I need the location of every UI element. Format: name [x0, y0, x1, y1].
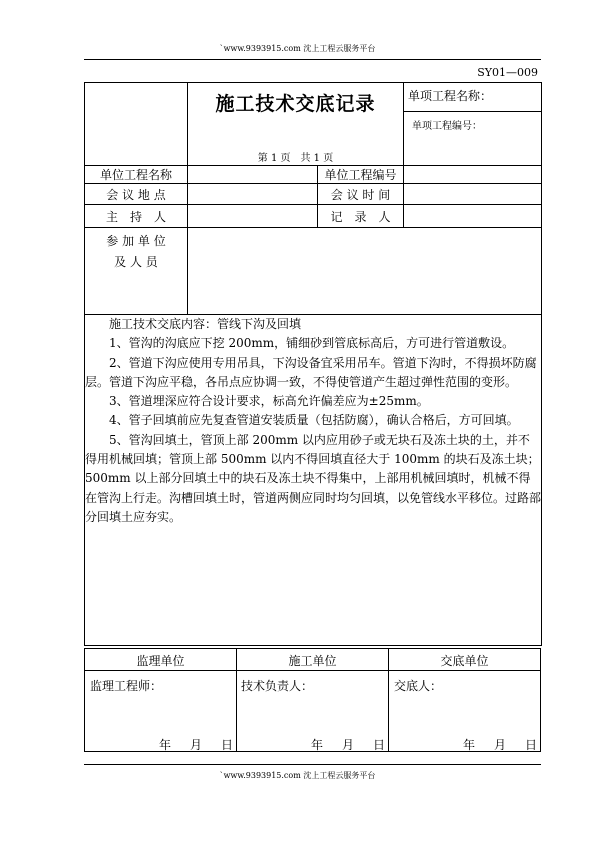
item-divider: [403, 111, 541, 112]
content-cell: [85, 315, 542, 646]
record-title: 施工技术交底记录: [215, 93, 376, 115]
recorder-label: 记 录 人: [318, 205, 404, 228]
blank-cell: [85, 83, 188, 166]
record-table: [84, 82, 542, 646]
technical-lead-label: 技术负责人：: [241, 679, 314, 693]
content-item-2: 2、管道下沟应使用专用吊具，下沟设备宜采用吊车。管道下沟时，不得损坏防腐层。管道下沟应平稳，各吊点应协调一致，不得使管道产生超过弹性范围的变形。: [85, 355, 537, 389]
content-item-5: 5、管沟回填土，管顶上部 200mm 以内应用砂子或无块石及冻土块的土，并不得用机械回填；管顶上部 500mm 以内不得回填直径大于 100mm 的块石及冻土块；500mm 以上部分回填土中的块石及冻土块不得集中，上部用机械回填时，机械不得在管沟上行走。沟槽回填土时，管道两侧应同时均匀回填，以免管线水平移位。过路部分回填土应夯实。: [85, 432, 542, 524]
page-footer: `www.9393915.com 沈上工程云服务平台: [219, 771, 376, 780]
item-name-label: 单项工程名称：: [404, 83, 542, 166]
date-day-2: 日: [373, 738, 386, 752]
date-month-1: 月: [190, 738, 203, 752]
participants-value[interactable]: [188, 228, 542, 315]
participants-label-line1: 参 加 单 位: [106, 234, 166, 248]
disclosure-unit-header: 交底单位: [440, 654, 489, 668]
date-year-3: 年: [463, 738, 476, 752]
title-cell: [188, 83, 404, 166]
content-item-1: 1、管沟的沟底应下挖 200mm，铺细砂到管底标高后，方可进行管道敷设。: [109, 336, 515, 351]
content-item-4: 4、管子回填前应先复查管道安装质量（包括防腐），确认合格后，方可回填。: [109, 413, 519, 428]
supervision-unit-header: 监理单位: [136, 654, 185, 668]
time-label: 会 议 时 间: [318, 184, 404, 205]
document-code: SY01—009: [477, 66, 538, 79]
unit-no-value[interactable]: [404, 166, 542, 184]
participants-label-line2: 及 人 员: [114, 255, 158, 269]
place-label: 会 议 地 点: [85, 184, 188, 205]
unit-no-label: 单位工程编号: [318, 166, 404, 184]
place-value[interactable]: [188, 184, 318, 205]
supervision-engineer-label: 监理工程师：: [90, 679, 163, 693]
participants-label: [85, 228, 188, 315]
date-day-3: 日: [525, 738, 538, 752]
host-label: 主 持 人: [85, 205, 188, 228]
footer-rule: [84, 764, 541, 765]
signature-block: [84, 648, 541, 752]
signature-divider: [85, 670, 540, 671]
unit-name-label: 单位工程名称: [85, 166, 188, 184]
page-info: 第 1 页 共 1 页: [257, 153, 334, 164]
content-intro: 施工技术交底内容：管线下沟及回填: [109, 317, 302, 331]
construction-unit-header: 施工单位: [288, 654, 337, 668]
host-value[interactable]: [188, 205, 318, 228]
recorder-value[interactable]: [404, 205, 542, 228]
page-header: `www.9393915.com 沈上工程云服务平台: [219, 44, 376, 53]
disclosure-person-label: 交底人：: [394, 679, 443, 693]
unit-name-value[interactable]: [188, 166, 318, 184]
date-year-1: 年: [159, 738, 172, 752]
date-month-2: 月: [342, 738, 355, 752]
date-year-2: 年: [311, 738, 324, 752]
date-month-3: 月: [494, 738, 507, 752]
time-value[interactable]: [404, 184, 542, 205]
content-item-3: 3、管道埋深应符合设计要求，标高允许偏差应为±25mm。: [109, 394, 429, 409]
item-no-label: 单项工程编号：: [412, 121, 482, 132]
date-day-1: 日: [221, 738, 234, 752]
header-rule: [84, 59, 541, 60]
